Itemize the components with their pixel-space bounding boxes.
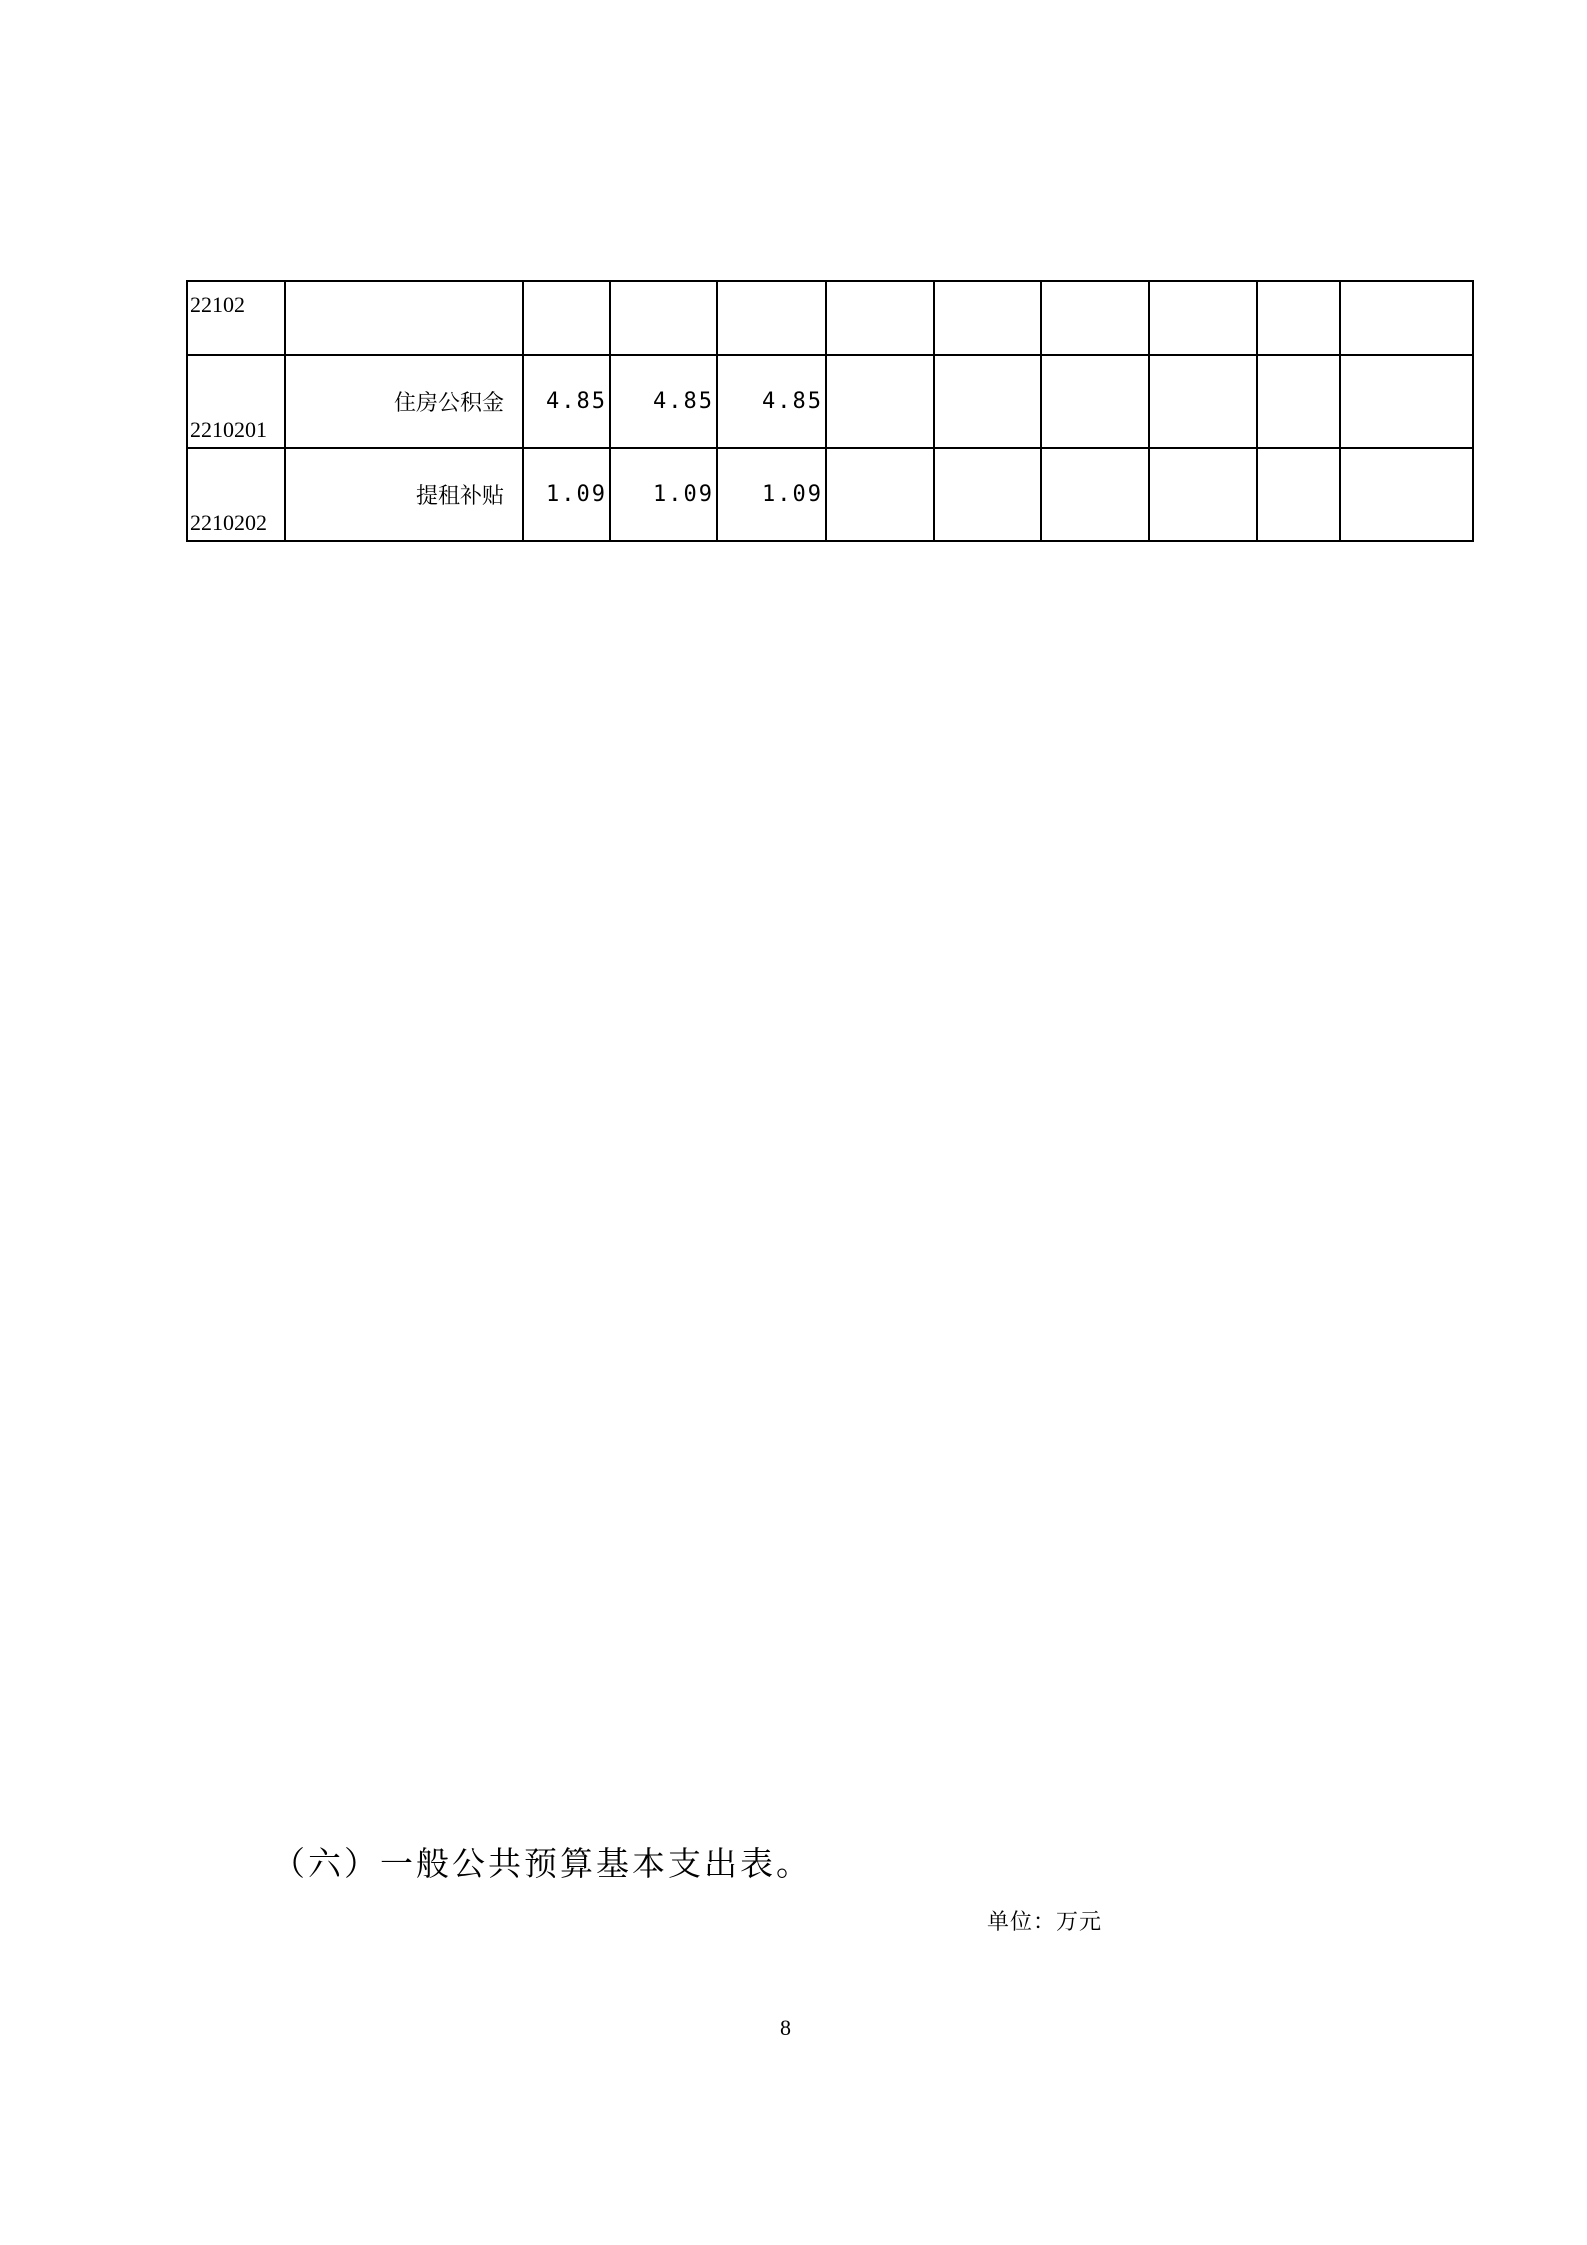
- cell-value: 4.85: [717, 355, 826, 448]
- cell-value: [1257, 448, 1340, 541]
- cell-value: [1257, 355, 1340, 448]
- cell-value: [1149, 281, 1257, 355]
- cell-value: 4.85: [523, 355, 610, 448]
- cell-value: 1.09: [610, 448, 717, 541]
- row-name: 住房公积金: [285, 355, 523, 448]
- table-row: [187, 448, 1473, 541]
- cell-value: [934, 281, 1041, 355]
- cell-value: [1340, 355, 1473, 448]
- cell-value: [610, 281, 717, 355]
- cell-value: [826, 448, 934, 541]
- cell-value: [1149, 355, 1257, 448]
- cell-value: [1041, 281, 1149, 355]
- cell-value: [1041, 355, 1149, 448]
- cell-value: [934, 448, 1041, 541]
- unit-label: 单位：万元: [987, 1910, 1103, 1935]
- cell-value: [1257, 281, 1340, 355]
- cell-value: [523, 281, 610, 355]
- row-name: 提租补贴: [285, 448, 523, 541]
- cell-value: 1.09: [523, 448, 610, 541]
- budget-table: [186, 280, 1474, 542]
- cell-value: [1340, 281, 1473, 355]
- cell-value: [1149, 448, 1257, 541]
- cell-value: 4.85: [610, 355, 717, 448]
- cell-value: [826, 355, 934, 448]
- table-row: [187, 281, 1473, 355]
- page-number: 8: [780, 2015, 791, 2040]
- cell-value: [826, 281, 934, 355]
- row-name: [285, 281, 523, 355]
- cell-value: [1041, 448, 1149, 541]
- row-code: 2210202: [187, 448, 285, 541]
- section-title: （六）一般公共预算基本支出表。: [272, 1844, 812, 1883]
- cell-value: [1340, 448, 1473, 541]
- row-code: 22102: [187, 281, 285, 355]
- cell-value: 1.09: [717, 448, 826, 541]
- cell-value: [934, 355, 1041, 448]
- table-row: [187, 355, 1473, 448]
- cell-value: [717, 281, 826, 355]
- row-code: 2210201: [187, 355, 285, 448]
